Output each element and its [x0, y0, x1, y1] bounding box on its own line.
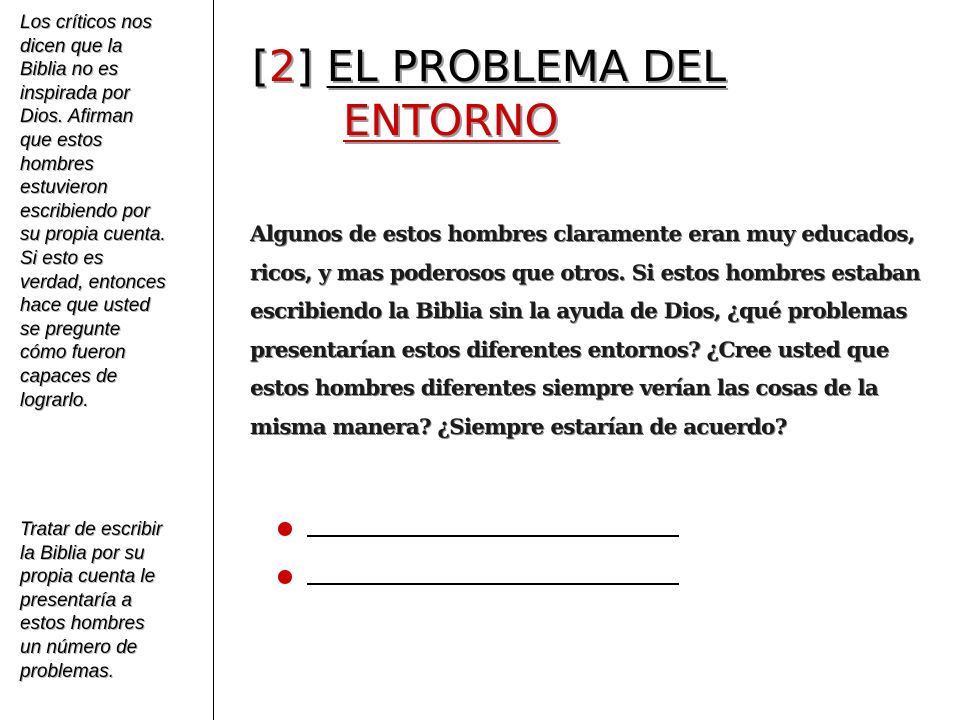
sidebar-note-paragraph-1: Los críticos nos dicen que la Biblia no es inspirada por Dios. Afirman que estos hombres estuvieron escribiendo por su propia cuenta. Si esto es verdad, entonces hace que usted se pregunte cómo fueron capaces de lograrlo.	[20, 12, 166, 411]
body-paragraph: Algunos de estos hombres claramente eran muy educados, ricos, y mas poderosos que otros. Si estos hombres estaban escribiendo la Biblia sin la ayuda de Dios, ¿qué problemas presentarían estos diferentes entornos? ¿Cree usted que estos hombres diferentes siempre verían las cosas de la misma manera? ¿Siempre estarían de acuerdo?	[250, 222, 920, 440]
bullet-dot-icon	[278, 570, 292, 584]
sidebar-note-paragraph-2: Tratar de escribir la Biblia por su propia cuenta le presentaría a estos hombres un número de problemas.	[20, 519, 163, 682]
slide-title	[252, 40, 892, 148]
bullet-dot-icon	[278, 522, 292, 536]
blank-fill-line	[307, 535, 679, 537]
title-bracket-open: [	[252, 42, 269, 92]
blank-fill-line	[307, 583, 679, 585]
title-line-2: ENTORNO	[343, 96, 559, 146]
title-number: 2	[268, 42, 297, 92]
sidebar-notes	[0, 0, 214, 720]
title-line-1: EL PROBLEMA DEL	[326, 42, 727, 92]
title-bracket-close: ]	[296, 42, 313, 92]
